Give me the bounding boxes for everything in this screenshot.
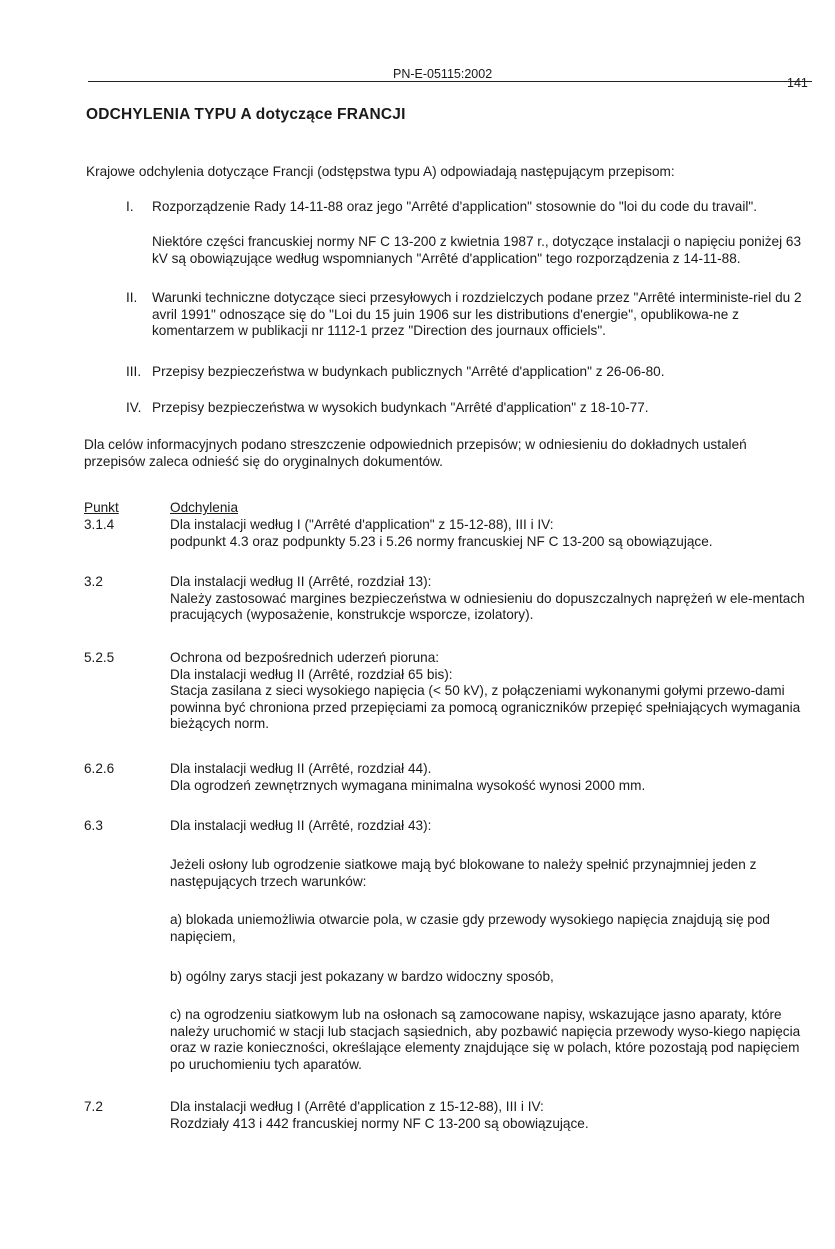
regulation-item: [126, 364, 806, 381]
condition-b: b) ogólny zarys stacji jest pokazany w bardzo widoczny sposób,: [170, 969, 554, 984]
regulation-text: Przepisy bezpieczeństwa w budynkach publicznych "Arrêté d'application" z 26-06-80.: [152, 364, 665, 379]
deviation-point: 3.2: [84, 574, 103, 589]
regulation-number: IV.: [126, 400, 142, 415]
column-header-point: Punkt: [84, 500, 119, 515]
regulation-item: [126, 400, 806, 417]
deviation-line: Dla instalacji według II (Arrêté, rozdział 43):: [170, 818, 432, 833]
section-6-3-intro: Jeżeli osłony lub ogrodzenie siatkowe mają być blokowane to należy spełnić przynajmniej jeden z następujących trzech warunków:: [170, 857, 757, 889]
regulation-text: Warunki techniczne dotyczące sieci przesyłowych i rozdzielczych podane przez "Arrêté interministe-riel du 2 avril 1991" odnoszące się do "Loi du 15 juin 1906 sur les distributions d'energie", opublikowa-ne z komentarzem w publikacji nr 1112-1 przez "Direction des journaux officiels".: [152, 290, 802, 338]
deviation-line: Rozdziały 413 i 442 francuskiej normy NF C 13-200 są obowiązujące.: [170, 1115, 589, 1131]
regulation-number: III.: [126, 364, 142, 379]
deviation-text: [170, 818, 810, 835]
condition-a: a) blokada uniemożliwia otwarcie pola, w czasie gdy przewody wysokiego napięcia znajdują się pod napięciem,: [170, 912, 770, 944]
deviation-line: Dla instalacji według I (Arrêté d'application z 15-12-88), III i IV:: [170, 1099, 544, 1114]
deviation-line: Dla instalacji według II (Arrêté, rozdział 65 bis):: [170, 666, 453, 682]
regulation-number: II.: [126, 290, 138, 305]
regulation-item: [126, 290, 806, 340]
deviation-text: [170, 761, 810, 794]
deviation-text: [170, 574, 810, 624]
deviation-line: Dla ogrodzeń zewnętrznych wymagana minimalna wysokość wynosi 2000 mm.: [170, 777, 646, 793]
deviation-point: 5.2.5: [84, 650, 115, 665]
condition-c: c) na ogrodzeniu siatkowym lub na osłonach są zamocowane napisy, wskazujące jasno aparaty, które należy uruchomić w stacji lub stacjach sąsiednich, aby pozbawić napięcia przewody wyso-kiego napięcia oraz w razie konieczności, określające elementy znajdujące się w polach, które pozostają pod napięciem po uruchomieniu tych aparatów.: [170, 1007, 801, 1072]
deviation-point: 6.2.6: [84, 761, 115, 776]
deviation-text: [170, 517, 810, 550]
deviation-line: Ochrona od bezpośrednich uderzeń pioruna:: [170, 650, 440, 665]
regulation-note: Niektóre części francuskiej normy NF C 13-200 z kwietnia 1987 r., dotyczące instalacji o napięciu poniżej 63 kV są obowiązujące według wspomnianych "Arrêté d'application" tego rozporządzenia z 14-11-88.: [152, 234, 802, 266]
deviation-point: 7.2: [84, 1099, 103, 1114]
regulation-number: I.: [126, 199, 134, 214]
deviation-point: 3.1.4: [84, 517, 115, 532]
info-paragraph: Dla celów informacyjnych podano streszczenie odpowiednich przepisów; w odniesieniu do dokładnych ustaleń przepisów zaleca odnieść się do oryginalnych dokumentów.: [84, 437, 747, 469]
regulation-item: [126, 199, 806, 216]
deviation-text: [170, 1099, 810, 1132]
deviation-point: 6.3: [84, 818, 103, 833]
column-header-deviation: Odchylenia: [170, 500, 239, 515]
regulation-text: Przepisy bezpieczeństwa w wysokich budynkach "Arrêté d'application" z 18-10-77.: [152, 400, 649, 415]
deviation-line: Stacja zasilana z sieci wysokiego napięcia (< 50 kV), z połączeniami wykonanymi gołymi przewo-dami powinna być chroniona przed przepięciami za pomocą ograniczników przepięć spełniających wymagania bieżących norm.: [170, 683, 801, 731]
deviation-line: Należy zastosować margines bezpieczeństwa w odniesieniu do dopuszczalnych naprężeń w ele-mentach pracujących (wyposażenie, konstrukcje wsporcze, izolatory).: [170, 590, 805, 622]
page-number: 141: [787, 76, 808, 90]
deviation-text: [170, 650, 810, 733]
deviation-line: Dla instalacji według II (Arrêté, rozdział 44).: [170, 761, 432, 776]
deviation-line: podpunkt 4.3 oraz podpunkty 5.23 i 5.26 normy francuskiej NF C 13-200 są obowiązujące.: [170, 533, 713, 549]
deviation-line: Dla instalacji według II (Arrêté, rozdział 13):: [170, 574, 432, 589]
deviation-line: Dla instalacji według I ("Arrêté d'application" z 15-12-88), III i IV:: [170, 517, 554, 532]
intro-paragraph: Krajowe odchylenia dotyczące Francji (odstępstwa typu A) odpowiadają następującym przepisom:: [86, 164, 675, 179]
standard-number: PN-E-05115:2002: [393, 67, 493, 81]
regulation-text: Rozporządzenie Rady 14-11-88 oraz jego "Arrêté d'application" stosownie do "loi du code du travail".: [152, 199, 758, 214]
header-rule: [88, 81, 812, 82]
page-title: ODCHYLENIA TYPU A dotyczące FRANCJI: [86, 106, 406, 123]
